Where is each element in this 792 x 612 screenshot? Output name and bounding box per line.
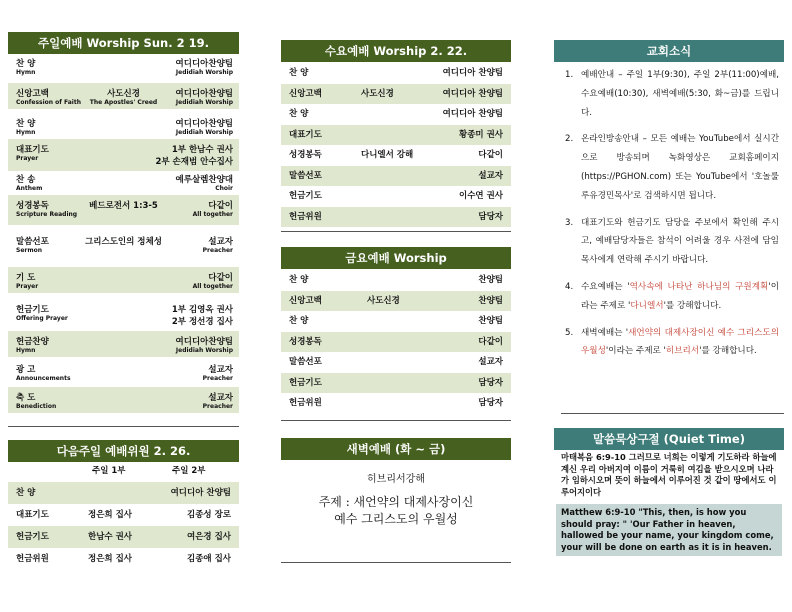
item-content: 사도신경	[361, 88, 394, 99]
item-label: 헌금위원	[289, 398, 322, 408]
item-label: 성경봉독	[289, 150, 322, 160]
sunday-row	[8, 331, 239, 357]
friday-row	[281, 352, 511, 373]
item-label: 신앙고백	[289, 88, 322, 99]
news-number: 1.	[565, 70, 574, 80]
news-highlight: 히브리서	[665, 346, 700, 357]
sunday-row	[8, 359, 239, 385]
item-label: 헌금위원	[289, 211, 322, 222]
role-label: 헌금기도	[16, 531, 49, 542]
item-leader: 설교자	[208, 393, 233, 403]
role-label: 헌금위원	[16, 553, 49, 564]
news-number: 5.	[565, 327, 574, 338]
item-leader: 여디디아찬양팀	[175, 89, 233, 99]
item-leader-en: All together	[192, 283, 233, 290]
item-label-en: Hymn	[16, 129, 36, 136]
item-leader: 찬양팀	[478, 316, 503, 326]
item-label-en: Sermon	[16, 247, 42, 254]
wednesday-row	[281, 104, 511, 125]
item-label: 찬 양	[16, 119, 36, 129]
wednesday-header: 수요예배 Worship 2. 22.	[281, 40, 511, 62]
sunday-order	[8, 55, 239, 420]
item-label: 신앙고백	[289, 295, 322, 306]
item-leader: 여디디아찬양팀	[175, 337, 233, 347]
divider	[281, 231, 511, 232]
col-header-first: 주일 1부	[92, 466, 126, 476]
sunday-row	[8, 299, 239, 331]
item-label: 말씀선포	[289, 170, 322, 181]
item-leader: 설교자	[478, 170, 503, 181]
item-label: 찬 양	[289, 275, 309, 285]
item-leader-en: Preacher	[202, 247, 233, 254]
sunday-row	[8, 231, 239, 261]
sunday-row	[8, 113, 239, 139]
qt-english: Matthew 6:9-10 "This, then, is how you should pray: " 'Our Father in heaven, hallowed be your name, your kingdom come, your will be done on earth as it is in heaven.	[556, 504, 782, 556]
news-text: '를 강해합니다.	[699, 346, 757, 357]
item-leader-en: Jedidiah Worship	[175, 69, 233, 76]
item-leader-en: Choir	[215, 185, 233, 192]
item-label: 찬 양	[16, 59, 36, 69]
item-leader: 다같이	[478, 150, 503, 160]
item-leader: 설교자	[208, 237, 233, 247]
sunday-row	[8, 169, 239, 195]
dawn-book: 히브리서강해	[367, 474, 425, 485]
item-label: 찬 양	[289, 316, 309, 326]
item-leader: 1부 한남수 권사	[171, 145, 233, 155]
item-label-en: Offering Prayer	[16, 315, 68, 322]
news-item	[561, 214, 779, 270]
news-highlight: 다니엘서	[630, 300, 664, 311]
item-leader-en: Jedidiah Worship	[175, 347, 233, 354]
item-label: 찬 양	[289, 109, 309, 119]
item-label-en: Anthem	[16, 185, 43, 192]
item-leader: 다같이	[208, 273, 233, 283]
next-week-row	[8, 548, 239, 570]
item-label-en: Hymn	[16, 347, 36, 354]
item-label-en: Confession of Faith	[16, 99, 81, 106]
news-highlight: 새언약의 대제사장이신 예수 그리스도의 우월성	[581, 327, 779, 357]
item-label: 찬 양	[289, 68, 309, 78]
news-text: 예배안내 – 주일 1부(9:30), 주일 2부(11:00)예배, 수요예배(10:30), 새벽예배(5:30, 화~금)를 드립니다.	[581, 70, 779, 118]
item-leader: 담당자	[478, 211, 503, 222]
item-content: 사도신경	[367, 295, 400, 306]
news-item	[561, 66, 779, 122]
second-service-person: 여디디아 찬양팀	[170, 487, 231, 498]
friday-header: 금요예배 Worship	[281, 247, 511, 269]
wednesday-row	[281, 84, 511, 105]
item-leader: 다같이	[478, 336, 503, 347]
news-header: 교회소식	[554, 40, 784, 62]
next-week-row	[8, 482, 239, 504]
item-label: 찬 송	[16, 175, 36, 185]
item-label: 대표기도	[289, 129, 322, 140]
news-number: 2.	[565, 134, 574, 145]
item-label: 광 고	[16, 365, 36, 375]
sunday-row	[8, 139, 239, 171]
divider	[8, 426, 239, 427]
next-week-col-headers	[8, 462, 239, 482]
news-highlight: 역사속에 나타난 하나님의 구원계획	[629, 281, 769, 292]
item-leader: 설교자	[478, 357, 503, 367]
wednesday-row	[281, 166, 511, 187]
divider	[281, 562, 511, 563]
item-content-en: The Apostles' Creed	[89, 99, 158, 106]
item-leader: 1부 김영옥 권사	[171, 305, 233, 315]
wednesday-row	[281, 186, 511, 207]
sunday-row	[8, 387, 239, 413]
item-label: 성경봉독	[289, 336, 322, 347]
sunday-row	[8, 83, 239, 109]
wednesday-table	[281, 63, 511, 227]
dawn-theme	[281, 494, 511, 528]
friday-row	[281, 332, 511, 353]
item-label: 축 도	[16, 393, 36, 403]
item-content: 베드로전서 1:3-5	[89, 201, 158, 211]
item-leader: 여디디아찬양팀	[175, 59, 233, 69]
item-leader: 여디디아 찬양팀	[442, 109, 503, 119]
news-item	[561, 278, 779, 316]
next-week-header: 다음주일 예배위원 2. 26.	[8, 440, 239, 462]
next-week-row	[8, 504, 239, 526]
next-week-row	[8, 526, 239, 548]
item-label-en: Scripture Reading	[16, 211, 78, 218]
sunday-row	[8, 195, 239, 225]
item-leader: 황종미 권사	[458, 129, 503, 140]
item-label: 헌금기도	[289, 377, 322, 388]
news-text: '를 강해합니다.	[663, 300, 722, 311]
qt-korean: 마태복음 6:9-10 그러므로 너희는 이렇게 기도하라 하늘에 계신 우리 아버지여 이름이 거룩히 여김을 받으시오며 나라가 임하시오며 뜻이 하늘에서 이루어진 것 같이 땅에서도 이루어지이다	[561, 452, 777, 497]
friday-row	[281, 270, 511, 291]
item-leader-en: All together	[192, 211, 233, 218]
news-text: 수요예배는 '	[581, 281, 630, 292]
news-list	[561, 66, 779, 369]
item-leader: 예루살렘찬양대	[175, 175, 233, 185]
item-leader-en: Preacher	[202, 375, 233, 382]
sunday-row	[8, 53, 239, 79]
friday-row	[281, 373, 511, 394]
item-label-en: Prayer	[16, 155, 39, 162]
item-label: 성경봉독	[16, 201, 49, 211]
item-label-en: Benediction	[16, 403, 57, 410]
news-item	[561, 324, 779, 362]
item-leader: 찬양팀	[478, 295, 503, 306]
item-leader: 담당자	[478, 377, 503, 388]
item-content: 그리스도인의 정체성	[85, 237, 162, 247]
item-label: 대표기도	[16, 145, 49, 155]
wednesday-row	[281, 125, 511, 146]
friday-row	[281, 311, 511, 332]
item-content: 사도신경	[107, 89, 140, 99]
dawn-theme-line2: 예수 그리스도의 우월성	[334, 512, 458, 526]
friday-table	[281, 270, 511, 414]
friday-row	[281, 393, 511, 414]
item-leader: 여디디아 찬양팀	[442, 68, 503, 78]
divider	[561, 413, 784, 414]
item-leader: 설교자	[208, 365, 233, 375]
item-leader-en: Jedidiah Worship	[175, 129, 233, 136]
item-leader-en: Jedidiah Worship	[175, 99, 233, 106]
sunday-header: 주일예배 Worship Sun. 2 19.	[8, 32, 239, 54]
news-text: 온라인방송안내 – 모든 예배는 YouTube에서 실시간으로 방송되며 녹화영상은 교회홈페이지 (https://PGHON.com) 또는 YouTube에서 '호놀룰루유경민목사'로 검색하시면 됩니다.	[581, 134, 779, 201]
news-text: 새벽예배는 '	[581, 327, 629, 338]
item-leader-second: 2부 정선경 집사	[171, 317, 233, 327]
item-leader: 여디디아 찬양팀	[442, 88, 503, 99]
news-text: 대표기도와 헌금기도 담당을 주보에서 확인해 주시고, 예배담당자들은 참석이 어려울 경우 사전에 담임목사에게 연락해 주시기 바랍니다.	[581, 217, 779, 266]
next-week-table	[8, 462, 239, 570]
friday-row	[281, 291, 511, 312]
item-leader: 담당자	[478, 398, 503, 408]
divider	[281, 420, 511, 421]
dawn-header: 새벽예배 (화 ~ 금)	[281, 438, 511, 460]
item-label: 헌금찬양	[16, 337, 49, 347]
item-label: 말씀선포	[289, 357, 322, 367]
item-leader: 찬양팀	[478, 275, 503, 285]
item-leader-en: Preacher	[202, 403, 233, 410]
item-label: 신앙고백	[16, 89, 49, 99]
item-leader: 이수연 권사	[458, 191, 503, 201]
item-label: 헌금기도	[16, 305, 49, 315]
wednesday-row	[281, 63, 511, 84]
item-leader-second: 2부 손재범 안수집사	[155, 157, 233, 167]
dawn-theme-line1: 주제 : 새언약의 대제사장이신	[318, 495, 474, 509]
second-service-person: 여은경 집사	[186, 531, 231, 542]
first-service-person: 정은희 집사	[88, 553, 133, 564]
first-service-person: 정은희 집사	[88, 509, 133, 520]
item-leader: 여디디아찬양팀	[175, 119, 233, 129]
item-label: 헌금기도	[289, 191, 322, 201]
item-label-en: Prayer	[16, 283, 39, 290]
news-text: '이라는 주제로 '	[605, 346, 666, 357]
item-label: 말씀선포	[16, 237, 49, 247]
second-service-person: 김종성 장로	[186, 509, 231, 520]
wednesday-row	[281, 207, 511, 228]
role-label: 대표기도	[16, 509, 49, 520]
item-leader: 다같이	[208, 201, 233, 211]
col-header-second: 주일 2부	[172, 466, 206, 476]
item-label-en: Hymn	[16, 69, 36, 76]
news-item	[561, 130, 779, 205]
role-label: 찬 양	[16, 487, 36, 498]
news-text: '이라는 주제로 '	[581, 281, 779, 311]
first-service-person: 한남수 권사	[88, 531, 133, 542]
item-content: 다니엘서 강해	[361, 150, 414, 160]
wednesday-row	[281, 145, 511, 166]
item-label-en: Announcements	[16, 375, 71, 382]
news-number: 4.	[565, 281, 574, 292]
sunday-row	[8, 267, 239, 293]
second-service-person: 김종애 집사	[186, 553, 231, 564]
qt-header: 말씀묵상구절 (Quiet Time)	[554, 428, 784, 450]
news-number: 3.	[565, 217, 574, 228]
item-label: 기 도	[16, 273, 36, 283]
